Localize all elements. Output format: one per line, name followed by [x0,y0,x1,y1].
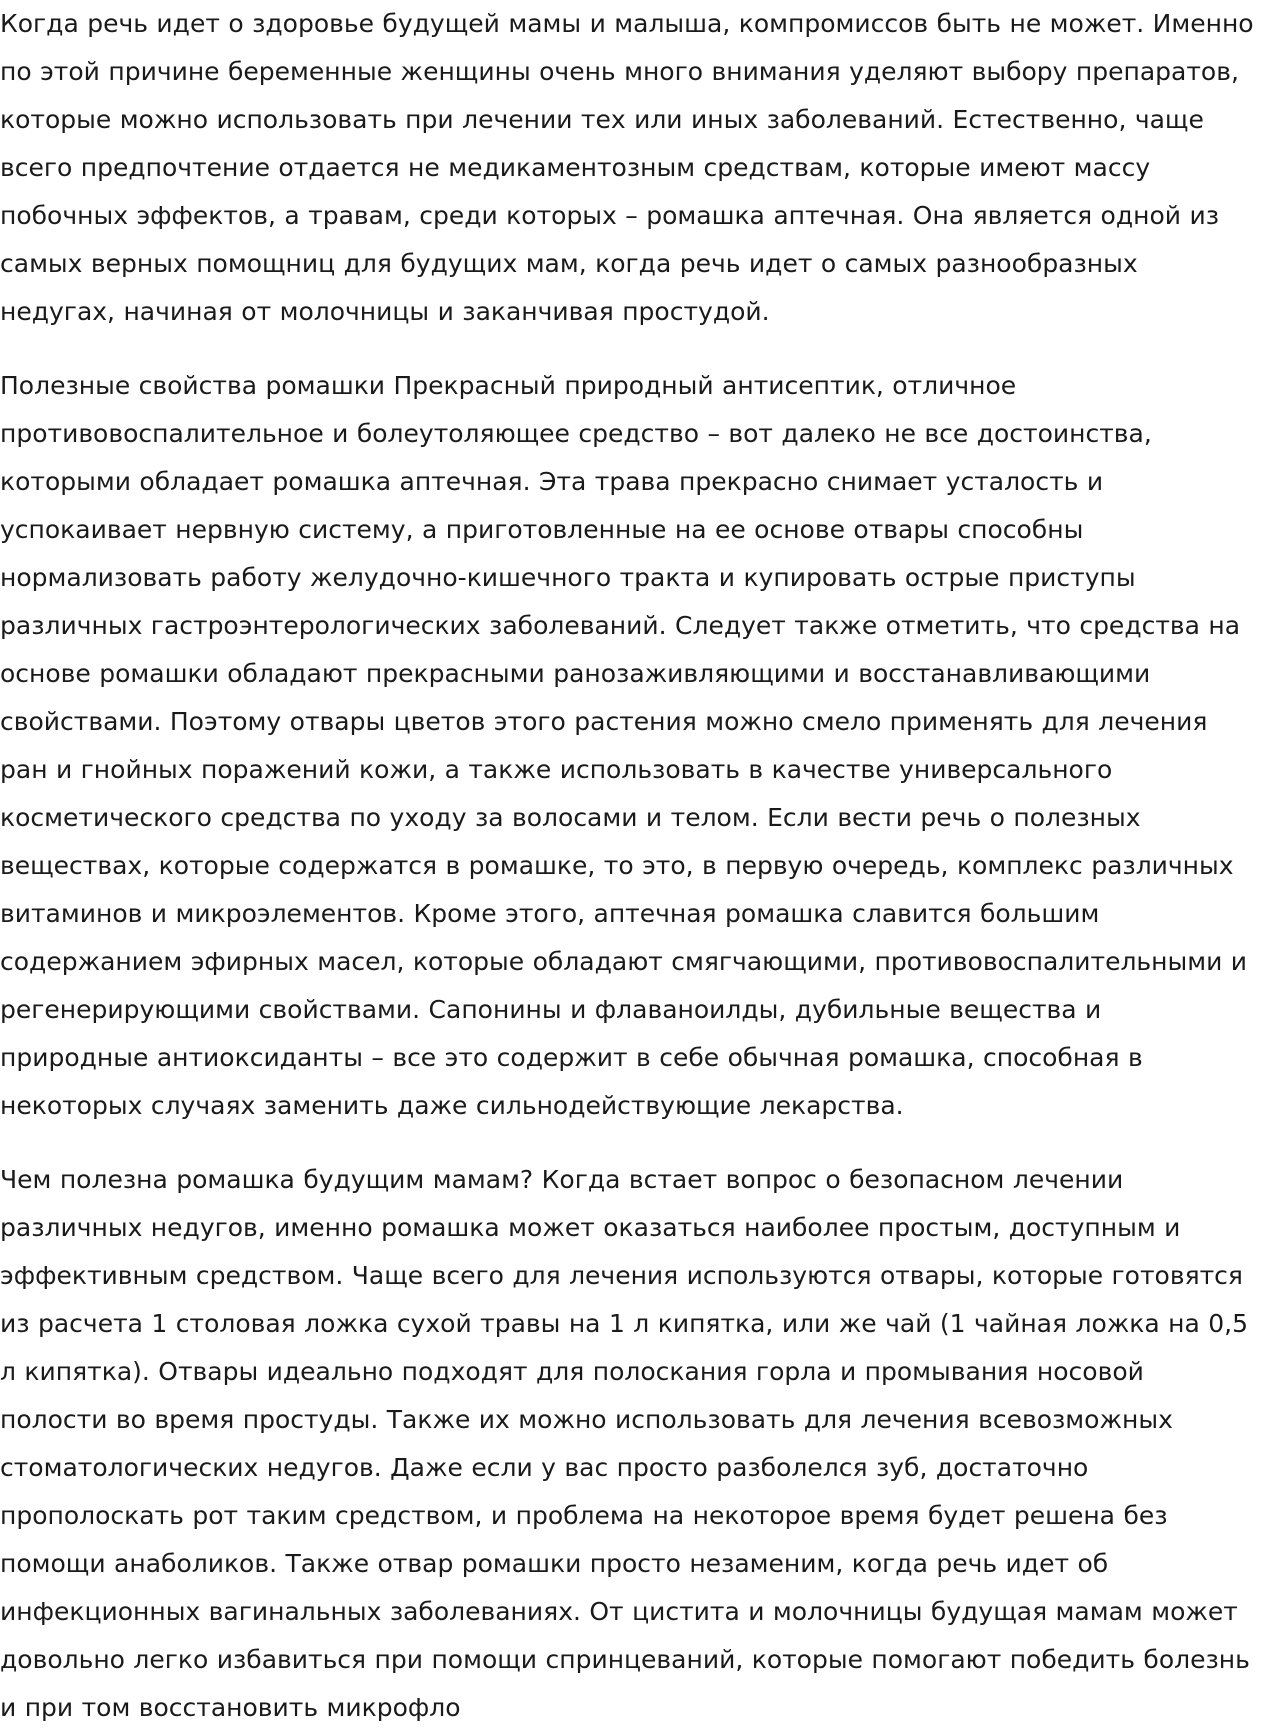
article-paragraph-properties: Полезные свойства ромашки Прекрасный природный антисептик, отличное противовоспалительное и болеутоляющее средство – вот далеко не все достоинства, которыми обладает ромашка аптечная. Эта трава прекрасно снимает усталость и успокаивает нервную систему, а приготовленные на ее основе отвары способны нормализовать работу желудочно-кишечного тракта и купировать острые приступы различных гастроэнтерологических заболеваний. Следует также отметить, что средства на основе ромашки обладают прекрасными ранозаживляющими и восстанавливающими свойствами. Поэтому отвары цветов этого растения можно смело применять для лечения ран и гнойных поражений кожи, а также использовать в качестве универсального косметического средства по уходу за волосами и телом. Если вести речь о полезных веществах, которые содержатся в ромашке, то это, в первую очередь, комплекс различных витаминов и микроэлементов. Кроме этого, аптечная ромашка славится большим содержанием эфирных масел, которые обладают смягчающими, противовоспалительными и регенерирующими свойствами. Сапонины и флаваноилды, дубильные вещества и природные антиоксиданты – все это содержит в себе обычная ромашка, способная в некоторых случаях заменить даже сильнодействующие лекарства. [0,371,1248,1120]
article-paragraph-intro: Когда речь идет о здоровье будущей мамы и малыша, компромиссов быть не может. Именно по этой причине беременные женщины очень много внимания уделяют выбору препаратов, которые можно использовать при лечении тех или иных заболеваний. Естественно, чаще всего предпочтение отдается не медикаментозным средствам, которые имеют массу побочных эффектов, а травам, среди которых – ромашка аптечная. Она является одной из самых верных помощниц для будущих мам, когда речь идет о самых разнообразных недугах, начиная от молочницы и заканчивая простудой. [0,9,1254,326]
article-paragraph-benefits: Чем полезна ромашка будущим мамам? Когда встает вопрос о безопасном лечении различных недугов, именно ромашка может оказаться наиболее простым, доступным и эффективным средством. Чаще всего для лечения используются отвары, которые готовятся из расчета 1 столовая ложка сухой травы на 1 л кипятка, или же чай (1 чайная ложка на 0,5 л кипятка). Отвары идеально подходят для полоскания горла и промывания носовой полости во время простуды. Также их можно использовать для лечения всевозможных стоматологических недугов. Даже если у вас просто разболелся зуб, достаточно прополоскать рот таким средством, и проблема на некоторое время будет решена без помощи анаболиков. Также отвар ромашки просто незаменим, когда речь идет об инфекционных вагинальных заболеваниях. От цистита и молочницы будущая мамам может довольно легко избавиться при помощи спринцеваний, которые помогают победить болезнь и при том восстановить микрофло [0,1165,1250,1722]
